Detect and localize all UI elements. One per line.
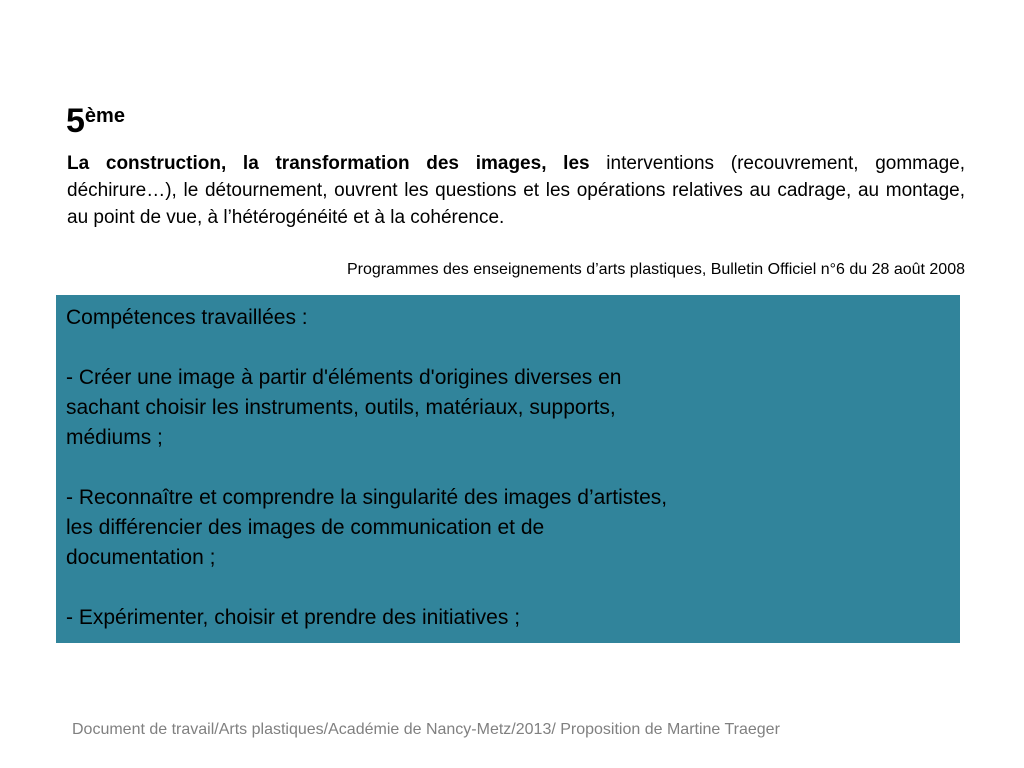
level-number: 5: [66, 102, 85, 140]
competences-title: Compétences travaillées :: [66, 306, 308, 329]
spacer: [66, 453, 950, 483]
intro-paragraph: [67, 150, 965, 231]
intro-text: interventions (recouvrement, gommage, déchirure…), le détournement, ouvrent les questions et les opérations relatives au cadrage, au montage, au point de vue, à l’hétérogénéité et à la cohérence.: [67, 153, 965, 228]
competence-item: - Reconnaître et comprendre la singularité des images d’artistes, les différencier des images de communication et de documentation ;: [66, 486, 668, 569]
source-citation: Programmes des enseignements d’arts plastiques, Bulletin Officiel n°6 du 28 août 2008: [346, 261, 965, 278]
competence-item: - Créer une image à partir d'éléments d'origines diverses en sachant choisir les instruments, outils, matériaux, supports, médiums ;: [66, 366, 622, 449]
footer-credit: Document de travail/Arts plastiques/Académie de Nancy-Metz/2013/ Proposition de Martine Traeger: [72, 721, 780, 738]
spacer: [66, 333, 950, 363]
level-suffix: ème: [84, 105, 125, 127]
level-heading: [66, 104, 125, 138]
competences-box: [56, 295, 960, 643]
spacer: [66, 573, 950, 603]
intro-bold-text: La construction, la transformation des images, les: [67, 153, 590, 174]
competence-item: - Expérimenter, choisir et prendre des initiatives ;: [66, 606, 521, 629]
